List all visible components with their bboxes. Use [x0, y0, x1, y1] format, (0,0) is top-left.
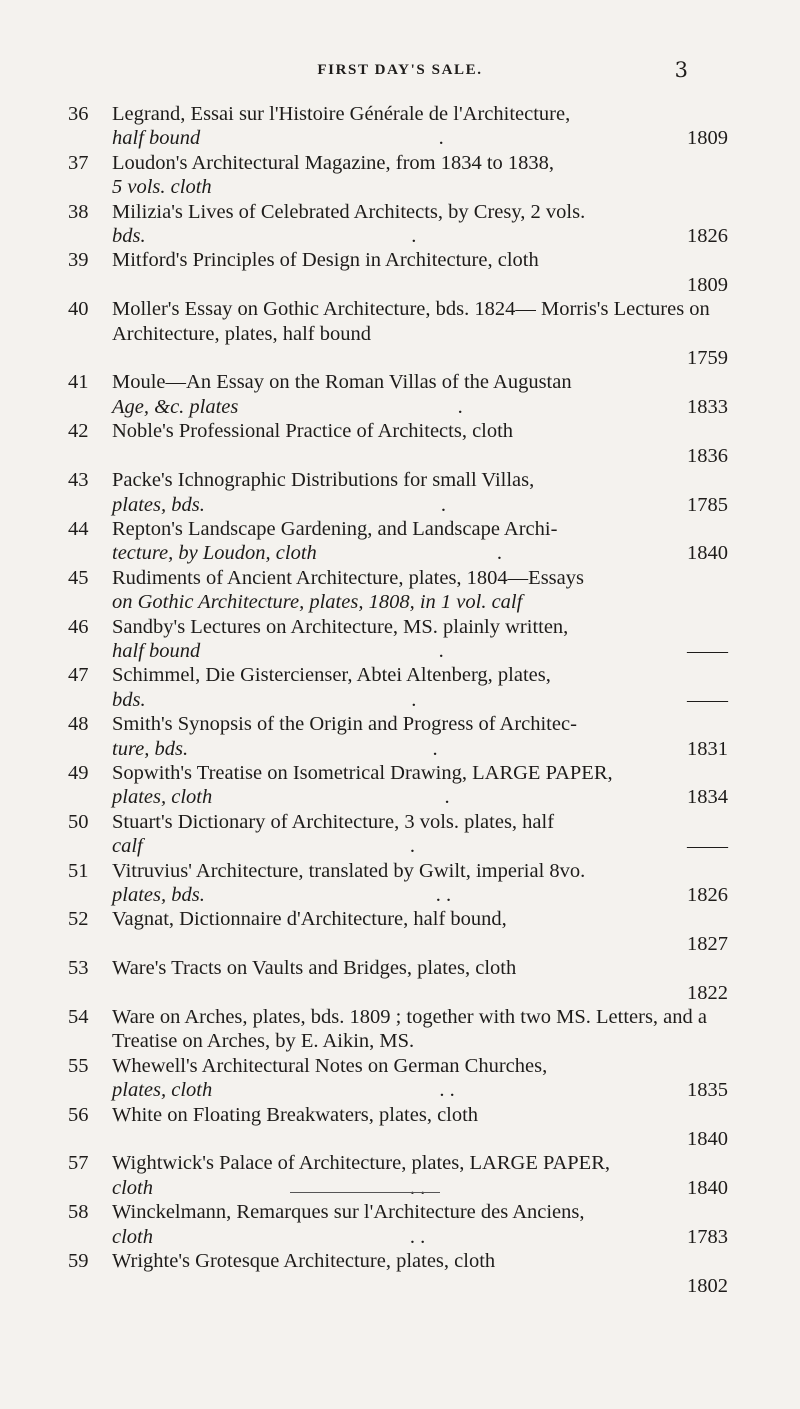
entry-year: 1840 [687, 542, 728, 565]
lot-number: 42 [68, 420, 89, 443]
entry-year: 1809 [687, 127, 728, 150]
entry-year: 1840 [687, 1128, 728, 1151]
catalog-list [68, 102, 728, 1298]
entry-year: 1785 [686, 493, 728, 516]
entry-title: Repton's Landscape Gardening, and Landscape Archi- [112, 517, 558, 540]
lot-number: 50 [68, 810, 89, 833]
entry-year: 1827 [687, 932, 728, 955]
entry-title: Milizia's Lives of Celebrated Architects, by Cresy, 2 vols. [112, 200, 586, 223]
entry-detail-line [112, 1078, 728, 1102]
entry-detail-line [112, 346, 728, 370]
entry-year: 1759 [687, 347, 728, 370]
entry-year: 1840 [687, 1176, 728, 1199]
entry-detail-line [112, 639, 728, 663]
entry-detail-line [112, 688, 728, 712]
entry-year: 1831 [687, 737, 728, 760]
entry-title: Smith's Synopsis of the Origin and Progress of Architec- [112, 713, 577, 736]
entry-title: Stuart's Dictionary of Architecture, 3 vols. plates, half [112, 810, 555, 833]
entry-detail-line [112, 932, 728, 956]
entry-title: Loudon's Architectural Magazine, from 1834 to 1838, [112, 151, 555, 174]
catalog-entry [68, 1005, 728, 1054]
lot-number: 57 [68, 1152, 89, 1175]
entry-detail-line [112, 1274, 728, 1298]
bottom-rule [290, 1192, 440, 1193]
lot-number: 53 [68, 957, 89, 980]
lot-number: 59 [68, 1250, 89, 1273]
entry-year: 1835 [687, 1079, 728, 1102]
entry-binding-note: plates, cloth [112, 1079, 213, 1102]
entry-leader-dot: . . [439, 1079, 455, 1102]
lot-number: 58 [68, 1201, 89, 1224]
entry-detail-line [112, 883, 728, 907]
entry-year: 1809 [687, 273, 728, 296]
entry-binding-note: on Gothic Architecture, plates, 1808, in 1 vol. calf [112, 591, 523, 614]
entry-binding-note: tecture, by Loudon, cloth [112, 542, 317, 565]
catalog-entry [68, 615, 728, 664]
entry-title: Noble's Professional Practice of Architects, cloth [112, 420, 514, 443]
catalog-entry [68, 810, 728, 859]
entry-leader-dot: . [457, 395, 463, 418]
catalog-entry [68, 712, 728, 761]
entry-leader-dot: . [496, 542, 502, 565]
lot-number: 36 [68, 103, 89, 125]
entry-year: 1834 [687, 786, 728, 809]
catalog-entry [68, 370, 728, 419]
entry-title: Sandby's Lectures on Architecture, MS. plainly written, [112, 615, 569, 638]
entry-year: 1826 [686, 225, 728, 248]
entry-leader-dot: . . [435, 884, 452, 906]
page-header [0, 58, 800, 86]
entry-binding-note: ture, bds. [112, 737, 189, 760]
catalog-entry [68, 102, 728, 151]
lot-number: 41 [68, 371, 89, 394]
entry-detail-line [112, 590, 728, 614]
page-number: 3 [674, 58, 688, 82]
entry-detail-line [112, 834, 728, 858]
lot-number: 47 [68, 664, 89, 687]
entry-title: Packe's Ichnographic Distributions for small Villas, [112, 469, 535, 492]
catalog-entry [68, 1054, 728, 1103]
entry-detail-line [112, 126, 728, 150]
catalog-entry [68, 151, 728, 200]
entry-leader-dot: . . [409, 1225, 426, 1248]
entry-binding-note: 5 vols. cloth [112, 176, 212, 199]
entry-year: 1836 [687, 444, 728, 467]
entry-leader-dot: . [411, 688, 417, 711]
entry-binding-note: bds. [112, 225, 146, 248]
entry-detail-line [112, 444, 728, 468]
entry-title: Winckelmann, Remarques sur l'Architecture des Anciens, [112, 1201, 585, 1224]
catalog-entry [68, 663, 728, 712]
entry-title: Schimmel, Die Gistercienser, Abtei Altenberg, plates, [112, 664, 551, 687]
lot-number: 49 [68, 761, 89, 784]
entry-detail-line [112, 273, 728, 297]
entry-binding-note: plates, bds. [112, 884, 205, 906]
entry-detail-line [112, 1225, 728, 1249]
catalog-entry [68, 517, 728, 566]
entry-detail-line [112, 1176, 728, 1200]
catalog-entry [68, 468, 728, 517]
entry-title: Wightwick's Palace of Architecture, plates, LARGE PAPER, [112, 1152, 611, 1175]
entry-leader-dot: . [411, 225, 417, 248]
entry-title: Legrand, Essai sur l'Histoire Générale de l'Architecture, [112, 103, 571, 125]
lot-number: 37 [68, 151, 89, 174]
catalog-entry [68, 200, 728, 249]
lot-number: 43 [68, 469, 89, 492]
entry-leader-dot: . . [409, 1176, 426, 1199]
entry-year: 1783 [687, 1225, 728, 1248]
entry-title: Wrighte's Grotesque Architecture, plates, cloth [112, 1250, 496, 1273]
catalog-entry [68, 1103, 728, 1152]
lot-number: 39 [68, 249, 89, 272]
entry-title: Vagnat, Dictionnaire d'Architecture, half bound, [112, 908, 507, 931]
entry-binding-note: cloth [112, 1225, 153, 1248]
lot-number: 44 [68, 517, 89, 540]
entry-year: 1833 [686, 395, 728, 418]
catalog-entry [68, 1249, 728, 1298]
entry-year: 1826 [686, 884, 728, 906]
lot-number: 54 [68, 1006, 89, 1029]
entry-title: Ware's Tracts on Vaults and Bridges, plates, cloth [112, 957, 517, 980]
catalog-entry [68, 248, 728, 297]
entry-title: Sopwith's Treatise on Isometrical Drawing, LARGE PAPER, [112, 761, 613, 784]
entry-title: Whewell's Architectural Notes on German Churches, [112, 1054, 548, 1077]
entry-year: —— [686, 688, 728, 711]
lot-number: 55 [68, 1054, 89, 1077]
catalog-entry [68, 859, 728, 908]
entry-detail-line [112, 1127, 728, 1151]
entry-leader-dot: . [438, 639, 444, 662]
entry-year: —— [687, 835, 728, 858]
entry-leader-dot: . [432, 737, 438, 760]
catalog-entry [68, 907, 728, 956]
entry-detail-line [112, 541, 728, 565]
entry-binding-note: bds. [112, 688, 146, 711]
lot-number: 38 [68, 200, 89, 223]
entry-binding-note: plates, cloth [112, 786, 213, 809]
catalog-entry [68, 566, 728, 615]
entry-detail-line [112, 981, 728, 1005]
entry-detail-line [112, 737, 728, 761]
entry-binding-note: plates, bds. [112, 493, 205, 516]
entry-title: Rudiments of Ancient Architecture, plates, 1804—Essays [112, 566, 584, 589]
entry-binding-note: cloth [112, 1176, 153, 1199]
lot-number: 45 [68, 566, 89, 589]
catalog-entry [68, 1200, 728, 1249]
entry-title: Moller's Essay on Gothic Architecture, bds. 1824— Morris's Lectures on Architecture, plates, half bound [112, 298, 710, 345]
entry-leader-dot: . [438, 127, 444, 150]
entry-detail-line [112, 785, 728, 809]
running-head: FIRST DAY'S SALE. [317, 62, 483, 78]
catalog-entry [68, 956, 728, 1005]
entry-year: 1822 [687, 981, 728, 1004]
entry-title: Moule—An Essay on the Roman Villas of the Augustan [112, 371, 572, 394]
entry-leader-dot: . [440, 493, 446, 516]
lot-number: 51 [68, 859, 89, 882]
catalog-entry [68, 761, 728, 810]
entry-title: Ware on Arches, plates, bds. 1809 ; together with two MS. Letters, and a Treatise on Arches, by E. Aikin, MS. [112, 1006, 708, 1053]
lot-number: 48 [68, 713, 89, 736]
lot-number: 52 [68, 908, 89, 931]
entry-leader-dot: . [444, 786, 450, 809]
entry-binding-note: half bound [112, 127, 201, 150]
entry-detail-line [112, 175, 728, 199]
entry-year: —— [687, 639, 728, 662]
catalog-entry [68, 419, 728, 468]
entry-leader-dot: . [409, 835, 415, 858]
entry-title: White on Floating Breakwaters, plates, cloth [112, 1103, 479, 1126]
entry-binding-note: Age, &c. plates [112, 395, 239, 418]
entry-detail-line [112, 224, 728, 248]
entry-detail-line [112, 493, 728, 517]
entry-binding-note: calf [112, 835, 143, 858]
entry-title: Mitford's Principles of Design in Architecture, cloth [112, 249, 539, 272]
entry-detail-line [112, 395, 728, 419]
lot-number: 46 [68, 615, 89, 638]
entry-title: Vitruvius' Architecture, translated by Gwilt, imperial 8vo. [112, 859, 586, 882]
entry-year: 1802 [687, 1274, 728, 1297]
lot-number: 56 [68, 1103, 89, 1126]
entry-binding-note: half bound [112, 639, 201, 662]
lot-number: 40 [68, 298, 89, 321]
catalog-entry [68, 297, 728, 370]
